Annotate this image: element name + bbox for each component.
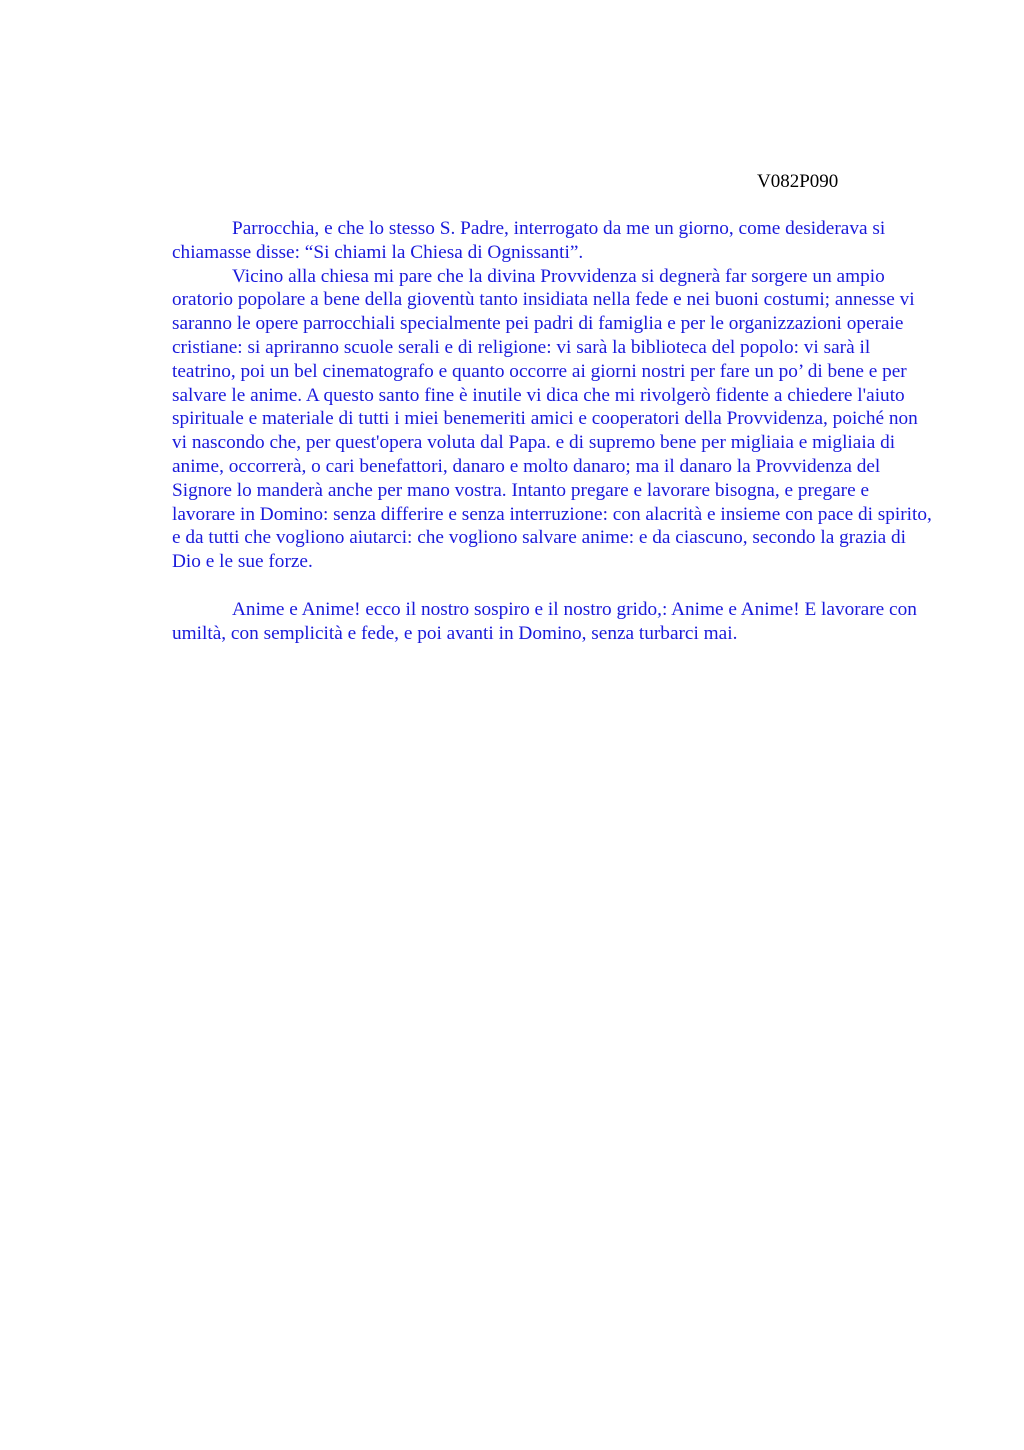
document-body — [172, 217, 932, 645]
page-code: V082P090 — [757, 171, 839, 192]
paragraph-oratorio: Vicino alla chiesa mi pare che la divina Provvidenza si degnerà far sorgere un ampio oratorio popolare a bene della gioventù tanto insidiata nella fede e nei buoni costumi; annesse vi saranno le opere parrocchiali specialmente pei padri di famiglia e per le organizzazioni operaie cristiane: si apriranno scuole serali e di religione: vi sarà la biblioteca del popolo: vi sarà il teatrino, poi un bel cinematografo e quanto occorre ai giorni nostri per fare un po’ di bene e per salvare le anime. A questo santo fine è inutile vi dica che mi rivolgerò fidente a chiedere l'aiuto spirituale e materiale di tutti i miei benemeriti amici e cooperatori della Provvidenza, poiché non vi nascondo che, per quest'opera voluta dal Papa. e di supremo bene per migliaia e migliaia di anime, occorrerà, o cari benefattori, danaro e molto danaro; ma il danaro la Provvidenza del Signore lo manderà anche per mano vostra. Intanto pregare e lavorare bisogna, e pregare e lavorare in Domino: senza differire e senza interruzione: con alacrità e insieme con pace di spirito, e da tutti che vogliono aiutarci: che vogliono salvare anime: e da ciascuno, secondo la grazia di Dio e le sue forze. — [172, 265, 932, 573]
paragraph-anime: Anime e Anime! ecco il nostro sospiro e il nostro grido,: Anime e Anime! E lavorare con umiltà, con semplicità e fede, e poi avanti in Domino, senza turbarci mai. — [172, 598, 917, 644]
paragraph-parrocchia: Parrocchia, e che lo stesso S. Padre, interrogato da me un giorno, come desiderava si chiamasse disse: “Si chiami la Chiesa di Ognissanti”. — [172, 218, 886, 263]
